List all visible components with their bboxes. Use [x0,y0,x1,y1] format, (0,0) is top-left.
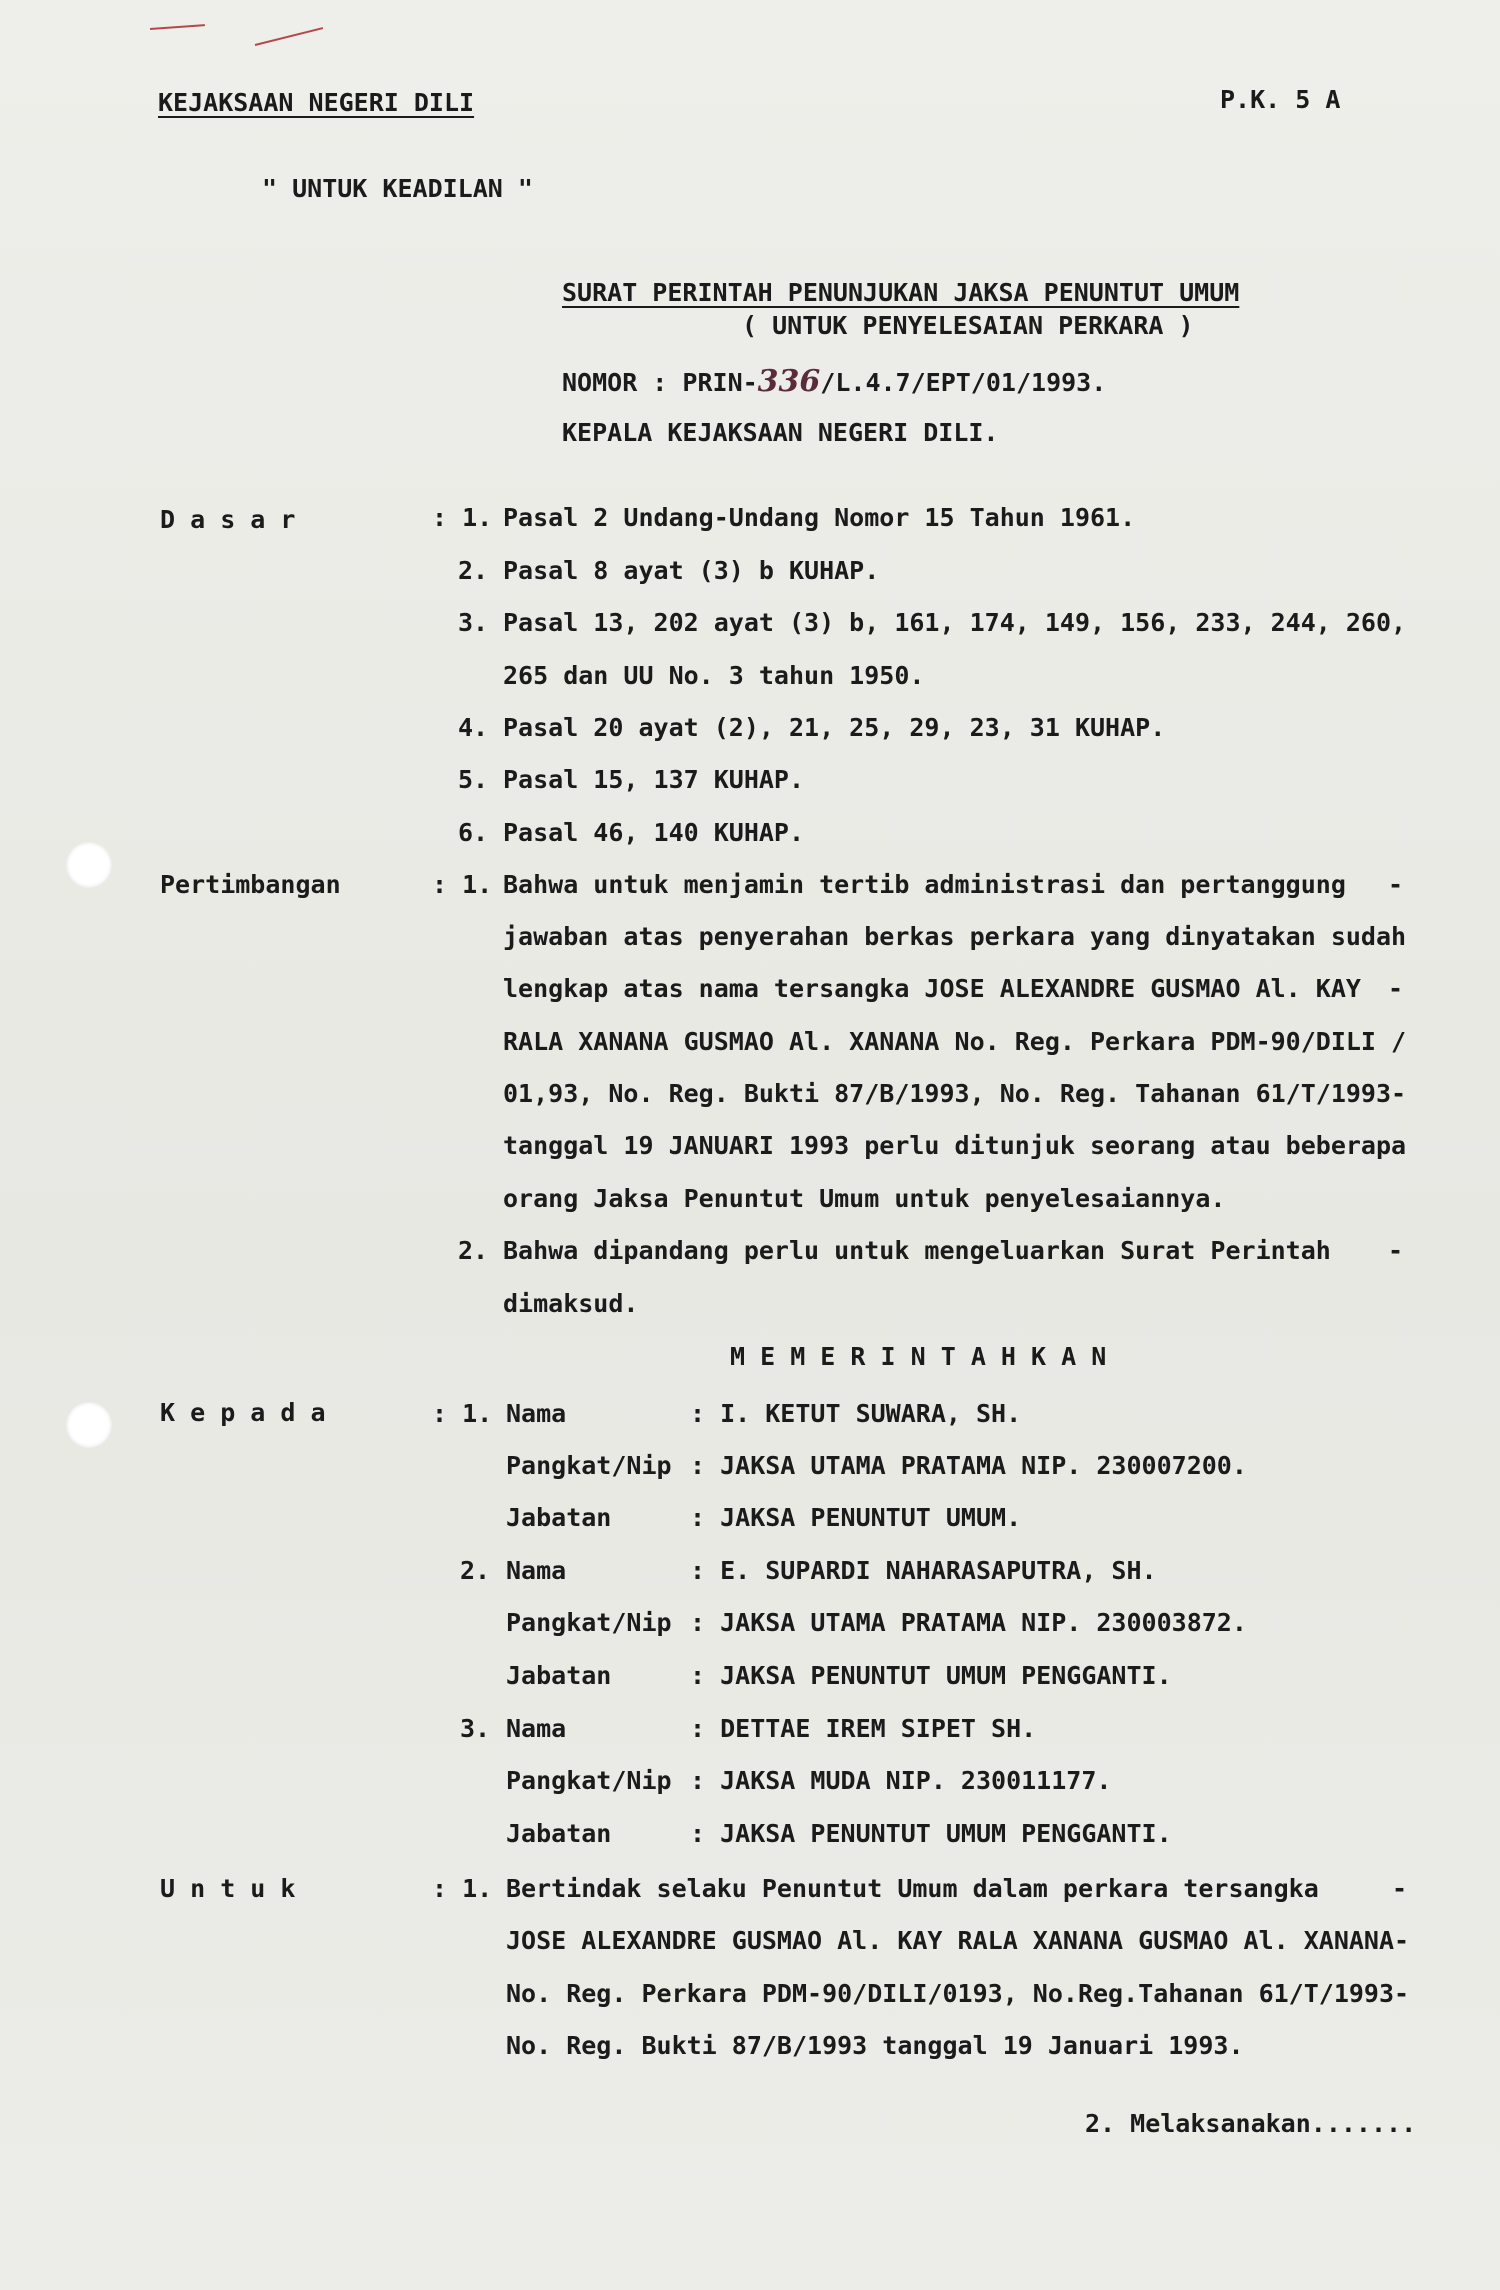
number-prefix: NOMOR : PRIN- [562,368,758,397]
list-item: 265 dan UU No. 3 tahun 1950. [503,661,925,690]
punch-hole [66,1402,112,1448]
field-value: : JAKSA PENUNTUT UMUM. [690,1503,1022,1532]
field-value: : JAKSA PENUNTUT UMUM PENGGANTI. [690,1819,1172,1848]
field-label: Nama [506,1714,567,1743]
section-label-pertimbangan: Pertimbangan [160,870,341,899]
list-item: tanggal 19 JANUARI 1993 perlu ditunjuk seorang atau beberapa [503,1131,1407,1160]
field-label: Nama [506,1556,567,1585]
memerintahkan-heading: M E M E R I N T A H K A N [730,1342,1107,1371]
field-label: Pangkat/Nip [506,1766,672,1795]
list-num: 2. [458,556,489,585]
section-label-untuk: U n t u k [160,1874,296,1903]
list-num: : 1. [432,503,493,532]
list-num: : 1. [432,870,493,899]
list-item: 01,93, No. Reg. Bukti 87/B/1993, No. Reg. Tahanan 61/T/1993- [503,1079,1407,1108]
list-item: JOSE ALEXANDRE GUSMAO Al. KAY RALA XANANA GUSMAO Al. XANANA- [506,1926,1410,1955]
continuation-note: 2. Melaksanakan....... [1085,2109,1417,2138]
list-item: orang Jaksa Penuntut Umum untuk penyelesaiannya. [503,1184,1226,1213]
number-suffix: /L.4.7/EPT/01/1993. [820,368,1107,397]
list-item: No. Reg. Bukti 87/B/1993 tanggal 19 Januari 1993. [506,2031,1244,2060]
document-subtitle: ( UNTUK PENYELESAIAN PERKARA ) [742,311,1194,340]
field-value: : JAKSA UTAMA PRATAMA NIP. 230003872. [690,1608,1247,1637]
list-item: Pasal 8 ayat (3) b KUHAP. [503,556,880,585]
list-item: Bahwa dipandang perlu untuk mengeluarkan Surat Perintah [503,1236,1331,1265]
list-num: 3. [460,1714,491,1743]
document-title: SURAT PERINTAH PENUNJUKAN JAKSA PENUNTUT UMUM [562,278,1240,307]
field-value: : JAKSA UTAMA PRATAMA NIP. 230007200. [690,1451,1247,1480]
list-item: RALA XANANA GUSMAO Al. XANANA No. Reg. Perkara PDM-90/DILI / [503,1027,1407,1056]
list-item: No. Reg. Perkara PDM-90/DILI/0193, No.Reg.Tahanan 61/T/1993- [506,1979,1410,2008]
list-num: 5. [458,765,489,794]
list-num: : 1. [432,1399,493,1428]
field-value: : I. KETUT SUWARA, SH. [690,1399,1022,1428]
list-num: : 1. [432,1874,493,1903]
list-item: jawaban atas penyerahan berkas perkara yang dinyatakan sudah [503,922,1407,951]
list-num: 4. [458,713,489,742]
field-value: : JAKSA PENUNTUT UMUM PENGGANTI. [690,1661,1172,1690]
section-label-kepada: K e p a d a [160,1398,326,1427]
list-item: Pasal 13, 202 ayat (3) b, 161, 174, 149, 156, 233, 244, 260, [503,608,1407,637]
line-dash: - [1392,1874,1408,1903]
ink-scribble [150,24,205,30]
list-item: Pasal 15, 137 KUHAP. [503,765,805,794]
ink-scribble [255,27,323,46]
list-num: 2. [458,1236,489,1265]
list-item: lengkap atas nama tersangka JOSE ALEXANDRE GUSMAO Al. KAY [503,974,1361,1003]
field-value: : JAKSA MUDA NIP. 230011177. [690,1766,1112,1795]
field-value: : E. SUPARDI NAHARASAPUTRA, SH. [690,1556,1157,1585]
punch-hole [66,842,112,888]
issuer: KEPALA KEJAKSAAN NEGERI DILI. [562,418,999,447]
list-item: Pasal 46, 140 KUHAP. [503,818,805,847]
list-item: Pasal 2 Undang-Undang Nomor 15 Tahun 1961. [503,503,1136,532]
section-label-dasar: D a s a r [160,505,296,534]
field-label: Pangkat/Nip [506,1608,672,1637]
office-name: KEJAKSAAN NEGERI DILI [158,88,475,117]
list-item: dimaksud. [503,1289,639,1318]
field-label: Jabatan [506,1503,612,1532]
field-label: Jabatan [506,1819,612,1848]
line-dash: - [1388,870,1404,899]
list-num: 6. [458,818,489,847]
field-value: : DETTAE IREM SIPET SH. [690,1714,1037,1743]
field-label: Nama [506,1399,567,1428]
form-code: P.K. 5 A [1220,85,1341,114]
list-item: Bertindak selaku Penuntut Umum dalam perkara tersangka [506,1874,1319,1903]
line-dash: - [1388,974,1404,1003]
list-num: 3. [458,608,489,637]
list-item: Pasal 20 ayat (2), 21, 25, 29, 23, 31 KUHAP. [503,713,1166,742]
motto: " UNTUK KEADILAN " [262,174,533,203]
field-label: Pangkat/Nip [506,1451,672,1480]
field-label: Jabatan [506,1661,612,1690]
document-number [562,364,1107,399]
list-num: 2. [460,1556,491,1585]
line-dash: - [1388,1236,1404,1265]
list-item: Bahwa untuk menjamin tertib administrasi dan pertanggung [503,870,1346,899]
handwritten-number: 336 [757,364,821,399]
